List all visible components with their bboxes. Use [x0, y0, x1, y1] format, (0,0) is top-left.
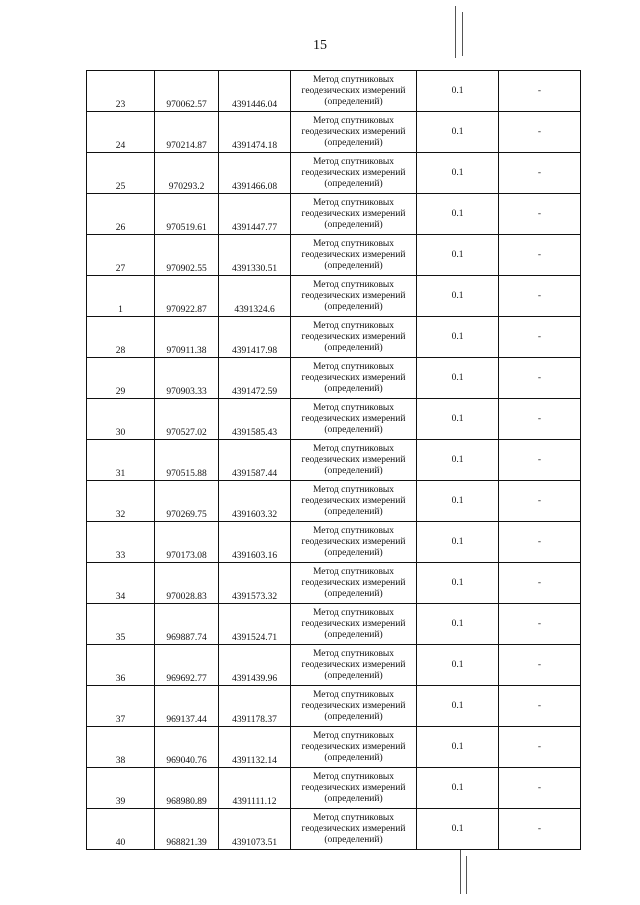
note-cell: - [499, 276, 581, 317]
note-cell: - [499, 481, 581, 522]
accuracy-cell: 0.1 [417, 153, 499, 194]
point-number-cell: 34 [87, 563, 155, 604]
note-cell: - [499, 727, 581, 768]
table-row [87, 317, 581, 358]
point-number-cell: 36 [87, 645, 155, 686]
method-cell: Метод спутниковых геодезических измерений (определений) [291, 440, 417, 481]
coordinate-x-cell: 970922.87 [155, 276, 219, 317]
accuracy-cell: 0.1 [417, 71, 499, 112]
scan-artifact-bottom [466, 856, 467, 894]
coordinate-x-cell: 970519.61 [155, 194, 219, 235]
point-number-cell: 30 [87, 399, 155, 440]
point-number-cell: 23 [87, 71, 155, 112]
coordinate-x-cell: 969692.77 [155, 645, 219, 686]
coordinate-y-cell: 4391324.6 [219, 276, 291, 317]
coordinate-y-cell: 4391587.44 [219, 440, 291, 481]
method-cell: Метод спутниковых геодезических измерений (определений) [291, 358, 417, 399]
table-row [87, 235, 581, 276]
method-cell: Метод спутниковых геодезических измерений (определений) [291, 276, 417, 317]
coordinate-x-cell: 970515.88 [155, 440, 219, 481]
coordinate-y-cell: 4391524.71 [219, 604, 291, 645]
scan-artifact-top [462, 12, 463, 56]
accuracy-cell: 0.1 [417, 194, 499, 235]
coordinates-table-body [87, 71, 581, 850]
accuracy-cell: 0.1 [417, 727, 499, 768]
coordinate-x-cell: 970028.83 [155, 563, 219, 604]
page-number: 15 [313, 38, 327, 53]
accuracy-cell: 0.1 [417, 235, 499, 276]
accuracy-cell: 0.1 [417, 563, 499, 604]
coordinate-y-cell: 4391446.04 [219, 71, 291, 112]
method-cell: Метод спутниковых геодезических измерений (определений) [291, 112, 417, 153]
table-row [87, 276, 581, 317]
coordinate-y-cell: 4391417.98 [219, 317, 291, 358]
coordinate-x-cell: 968821.39 [155, 809, 219, 850]
table-row [87, 604, 581, 645]
note-cell: - [499, 358, 581, 399]
point-number-cell: 24 [87, 112, 155, 153]
method-cell: Метод спутниковых геодезических измерений (определений) [291, 686, 417, 727]
coordinate-x-cell: 970269.75 [155, 481, 219, 522]
coordinate-x-cell: 970173.08 [155, 522, 219, 563]
method-cell: Метод спутниковых геодезических измерений (определений) [291, 235, 417, 276]
method-cell: Метод спутниковых геодезических измерений (определений) [291, 727, 417, 768]
accuracy-cell: 0.1 [417, 481, 499, 522]
method-cell: Метод спутниковых геодезических измерений (определений) [291, 809, 417, 850]
note-cell: - [499, 194, 581, 235]
coordinate-x-cell: 970293.2 [155, 153, 219, 194]
table-row [87, 645, 581, 686]
coordinate-x-cell: 970527.02 [155, 399, 219, 440]
coordinate-y-cell: 4391573.32 [219, 563, 291, 604]
coordinate-y-cell: 4391439.96 [219, 645, 291, 686]
coordinate-y-cell: 4391603.16 [219, 522, 291, 563]
accuracy-cell: 0.1 [417, 809, 499, 850]
point-number-cell: 1 [87, 276, 155, 317]
table-row [87, 399, 581, 440]
coordinate-x-cell: 969040.76 [155, 727, 219, 768]
accuracy-cell: 0.1 [417, 276, 499, 317]
coordinate-y-cell: 4391073.51 [219, 809, 291, 850]
coordinate-x-cell: 969887.74 [155, 604, 219, 645]
coordinate-x-cell: 969137.44 [155, 686, 219, 727]
note-cell: - [499, 645, 581, 686]
point-number-cell: 26 [87, 194, 155, 235]
note-cell: - [499, 440, 581, 481]
coordinate-y-cell: 4391178.37 [219, 686, 291, 727]
accuracy-cell: 0.1 [417, 645, 499, 686]
point-number-cell: 40 [87, 809, 155, 850]
note-cell: - [499, 112, 581, 153]
coordinates-table [86, 70, 581, 850]
note-cell: - [499, 317, 581, 358]
accuracy-cell: 0.1 [417, 604, 499, 645]
note-cell: - [499, 768, 581, 809]
table-row [87, 809, 581, 850]
accuracy-cell: 0.1 [417, 358, 499, 399]
point-number-cell: 29 [87, 358, 155, 399]
point-number-cell: 32 [87, 481, 155, 522]
scan-artifact-top [455, 6, 456, 58]
method-cell: Метод спутниковых геодезических измерений (определений) [291, 71, 417, 112]
scan-artifact-bottom [460, 850, 461, 894]
note-cell: - [499, 399, 581, 440]
coordinate-y-cell: 4391447.77 [219, 194, 291, 235]
coordinate-x-cell: 970214.87 [155, 112, 219, 153]
point-number-cell: 31 [87, 440, 155, 481]
point-number-cell: 38 [87, 727, 155, 768]
note-cell: - [499, 153, 581, 194]
coordinate-y-cell: 4391466.08 [219, 153, 291, 194]
note-cell: - [499, 809, 581, 850]
accuracy-cell: 0.1 [417, 768, 499, 809]
method-cell: Метод спутниковых геодезических измерений (определений) [291, 399, 417, 440]
table-row [87, 563, 581, 604]
method-cell: Метод спутниковых геодезических измерений (определений) [291, 522, 417, 563]
method-cell: Метод спутниковых геодезических измерений (определений) [291, 481, 417, 522]
coordinate-x-cell: 970902.55 [155, 235, 219, 276]
point-number-cell: 35 [87, 604, 155, 645]
note-cell: - [499, 604, 581, 645]
accuracy-cell: 0.1 [417, 399, 499, 440]
accuracy-cell: 0.1 [417, 317, 499, 358]
table-row [87, 153, 581, 194]
note-cell: - [499, 563, 581, 604]
coordinate-y-cell: 4391111.12 [219, 768, 291, 809]
coordinate-y-cell: 4391585.43 [219, 399, 291, 440]
method-cell: Метод спутниковых геодезических измерений (определений) [291, 768, 417, 809]
table-row [87, 194, 581, 235]
coordinate-y-cell: 4391330.51 [219, 235, 291, 276]
point-number-cell: 39 [87, 768, 155, 809]
method-cell: Метод спутниковых геодезических измерений (определений) [291, 604, 417, 645]
table-row [87, 686, 581, 727]
coordinate-y-cell: 4391472.59 [219, 358, 291, 399]
method-cell: Метод спутниковых геодезических измерений (определений) [291, 317, 417, 358]
coordinate-y-cell: 4391132.14 [219, 727, 291, 768]
method-cell: Метод спутниковых геодезических измерений (определений) [291, 194, 417, 235]
table-row [87, 440, 581, 481]
coordinate-x-cell: 968980.89 [155, 768, 219, 809]
accuracy-cell: 0.1 [417, 522, 499, 563]
accuracy-cell: 0.1 [417, 686, 499, 727]
coordinate-y-cell: 4391474.18 [219, 112, 291, 153]
coordinate-x-cell: 970903.33 [155, 358, 219, 399]
note-cell: - [499, 686, 581, 727]
point-number-cell: 37 [87, 686, 155, 727]
table-row [87, 727, 581, 768]
note-cell: - [499, 71, 581, 112]
coordinate-x-cell: 970062.57 [155, 71, 219, 112]
point-number-cell: 33 [87, 522, 155, 563]
method-cell: Метод спутниковых геодезических измерений (определений) [291, 563, 417, 604]
method-cell: Метод спутниковых геодезических измерений (определений) [291, 645, 417, 686]
point-number-cell: 28 [87, 317, 155, 358]
table-row [87, 522, 581, 563]
note-cell: - [499, 522, 581, 563]
accuracy-cell: 0.1 [417, 112, 499, 153]
table-row [87, 481, 581, 522]
point-number-cell: 25 [87, 153, 155, 194]
coordinate-y-cell: 4391603.32 [219, 481, 291, 522]
method-cell: Метод спутниковых геодезических измерений (определений) [291, 153, 417, 194]
accuracy-cell: 0.1 [417, 440, 499, 481]
table-row [87, 768, 581, 809]
point-number-cell: 27 [87, 235, 155, 276]
table-row [87, 71, 581, 112]
coordinate-x-cell: 970911.38 [155, 317, 219, 358]
note-cell: - [499, 235, 581, 276]
table-row [87, 112, 581, 153]
table-row [87, 358, 581, 399]
